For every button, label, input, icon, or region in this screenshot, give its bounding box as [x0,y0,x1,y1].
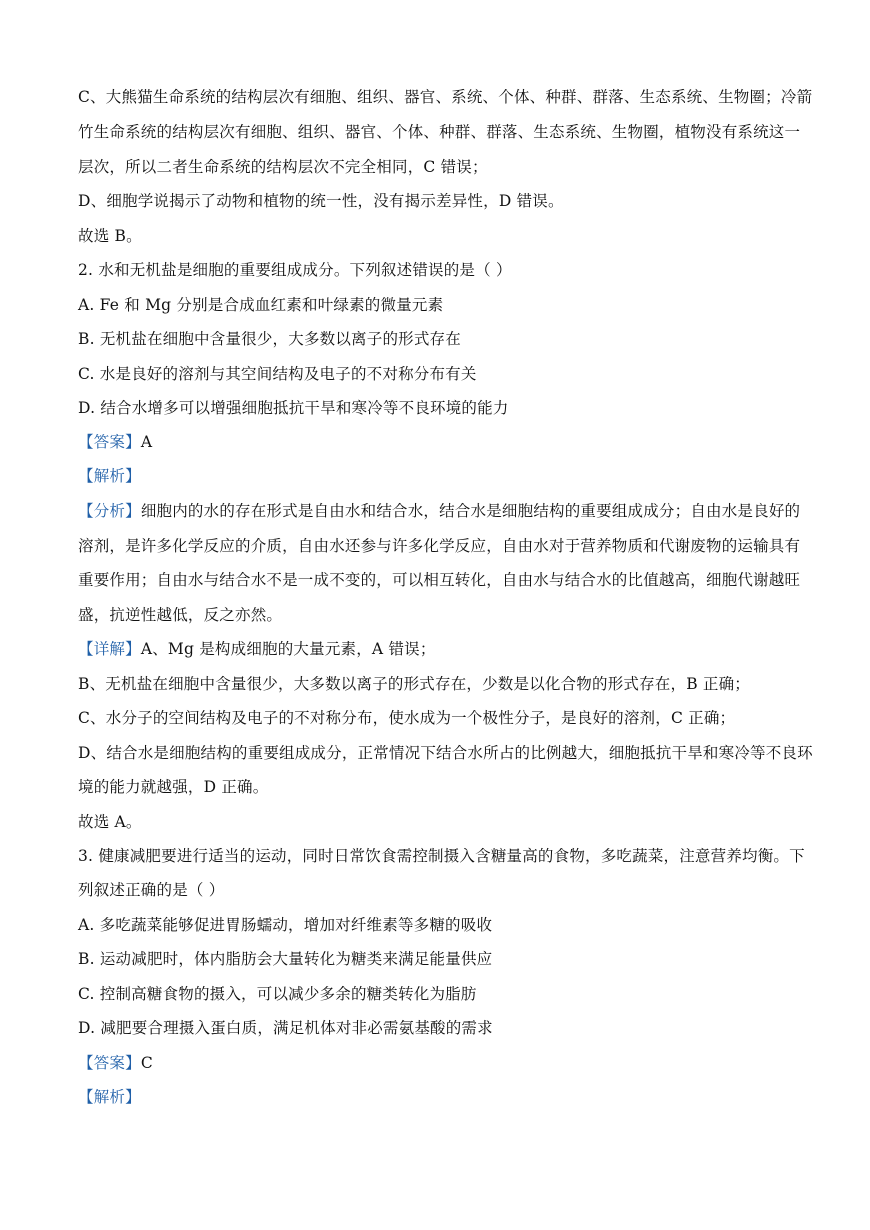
q2-conclusion: 故选 A。 [78,813,142,831]
q2-xiangjie-d-line2: 境的能力就越强，D 正确。 [78,778,269,796]
q3-stem-line2: 列叙述正确的是（ ） [78,881,225,899]
q1-conclusion: 故选 B。 [78,227,142,245]
q2-analysis-heading [78,466,798,486]
analysis-tag: 【解析】 [78,467,141,485]
answer-tag: 【答案】 [78,433,141,451]
q1-explanation-c-line3: 层次，所以二者生命系统的结构层次不完全相同，C 错误； [78,158,488,176]
q2-xiangjie-line1 [78,639,798,659]
q1-explanation-d: D、细胞学说揭示了动物和植物的统一性，没有揭示差异性，D 错误。 [78,192,564,210]
answer-value: C [140,1054,153,1072]
q3-analysis-heading [78,1087,798,1107]
q2-option-b: B. 无机盐在细胞中含量很少，大多数以离子的形式存在 [78,330,461,348]
fenxi-tag: 【分析】 [78,502,141,520]
answer-value: A [140,433,153,451]
q3-option-b: B. 运动减肥时，体内脂肪会大量转化为糖类来满足能量供应 [78,950,493,968]
q2-option-a: A. Fe 和 Mg 分别是合成血红素和叶绿素的微量元素 [78,296,444,314]
q2-xiangjie-c: C、水分子的空间结构及电子的不对称分布，使水成为一个极性分子，是良好的溶剂，C 正确； [78,709,736,727]
q3-option-a: A. 多吃蔬菜能够促进胃肠蠕动，增加对纤维素等多糖的吸收 [78,916,493,934]
xiangjie-tag: 【详解】 [78,640,141,658]
q2-stem: 2. 水和无机盐是细胞的重要组成成分。下列叙述错误的是（ ） [78,261,512,279]
analysis-tag: 【解析】 [78,1088,141,1106]
answer-tag: 【答案】 [78,1054,141,1072]
q2-fenxi-line2: 溶剂，是许多化学反应的介质，自由水还参与许多化学反应，自由水对于营养物质和代谢废物的运输具有 [78,537,801,555]
q2-xiangjie-b: B、无机盐在细胞中含量很少，大多数以离子的形式存在，少数是以化合物的形式存在，B 正确； [78,675,751,693]
q3-option-d: D. 减肥要合理摄入蛋白质，满足机体对非必需氨基酸的需求 [78,1019,493,1037]
q3-answer [78,1053,798,1073]
q3-stem-line1: 3. 健康减肥要进行适当的运动，同时日常饮食需控制摄入含糖量高的食物，多吃蔬菜，注意营养均衡。下 [78,847,805,865]
q2-option-d: D. 结合水增多可以增强细胞抵抗干旱和寒冷等不良环境的能力 [78,399,509,417]
q1-explanation-c-line2: 竹生命系统的结构层次有细胞、组织、器官、个体、种群、群落、生态系统、生物圈，植物没有系统这一 [78,123,801,141]
fenxi-text-1: 细胞内的水的存在形式是自由水和结合水，结合水是细胞结构的重要组成成分；自由水是良好的 [140,502,801,520]
q2-fenxi-line3: 重要作用；自由水与结合水不是一成不变的，可以相互转化，自由水与结合水的比值越高，细胞代谢越旺 [78,571,801,589]
q2-answer [78,432,798,452]
q2-option-c: C. 水是良好的溶剂与其空间结构及电子的不对称分布有关 [78,365,477,383]
q2-fenxi-line4: 盛，抗逆性越低，反之亦然。 [78,606,283,624]
q2-xiangjie-d-line1: D、结合水是细胞结构的重要组成成分，正常情况下结合水所占的比例越大，细胞抵抗干旱和寒冷等不良环 [78,744,813,762]
q1-explanation-c-line1: C、大熊猫生命系统的结构层次有细胞、组织、器官、系统、个体、种群、群落、生态系统、生物圈；冷箭 [78,88,813,106]
q3-option-c: C. 控制高糖食物的摄入，可以减少多余的糖类转化为脂肪 [78,985,477,1003]
q2-fenxi-line1 [78,501,801,521]
xiangjie-text-1: A、Mg 是构成细胞的大量元素，A 错误； [140,640,436,658]
